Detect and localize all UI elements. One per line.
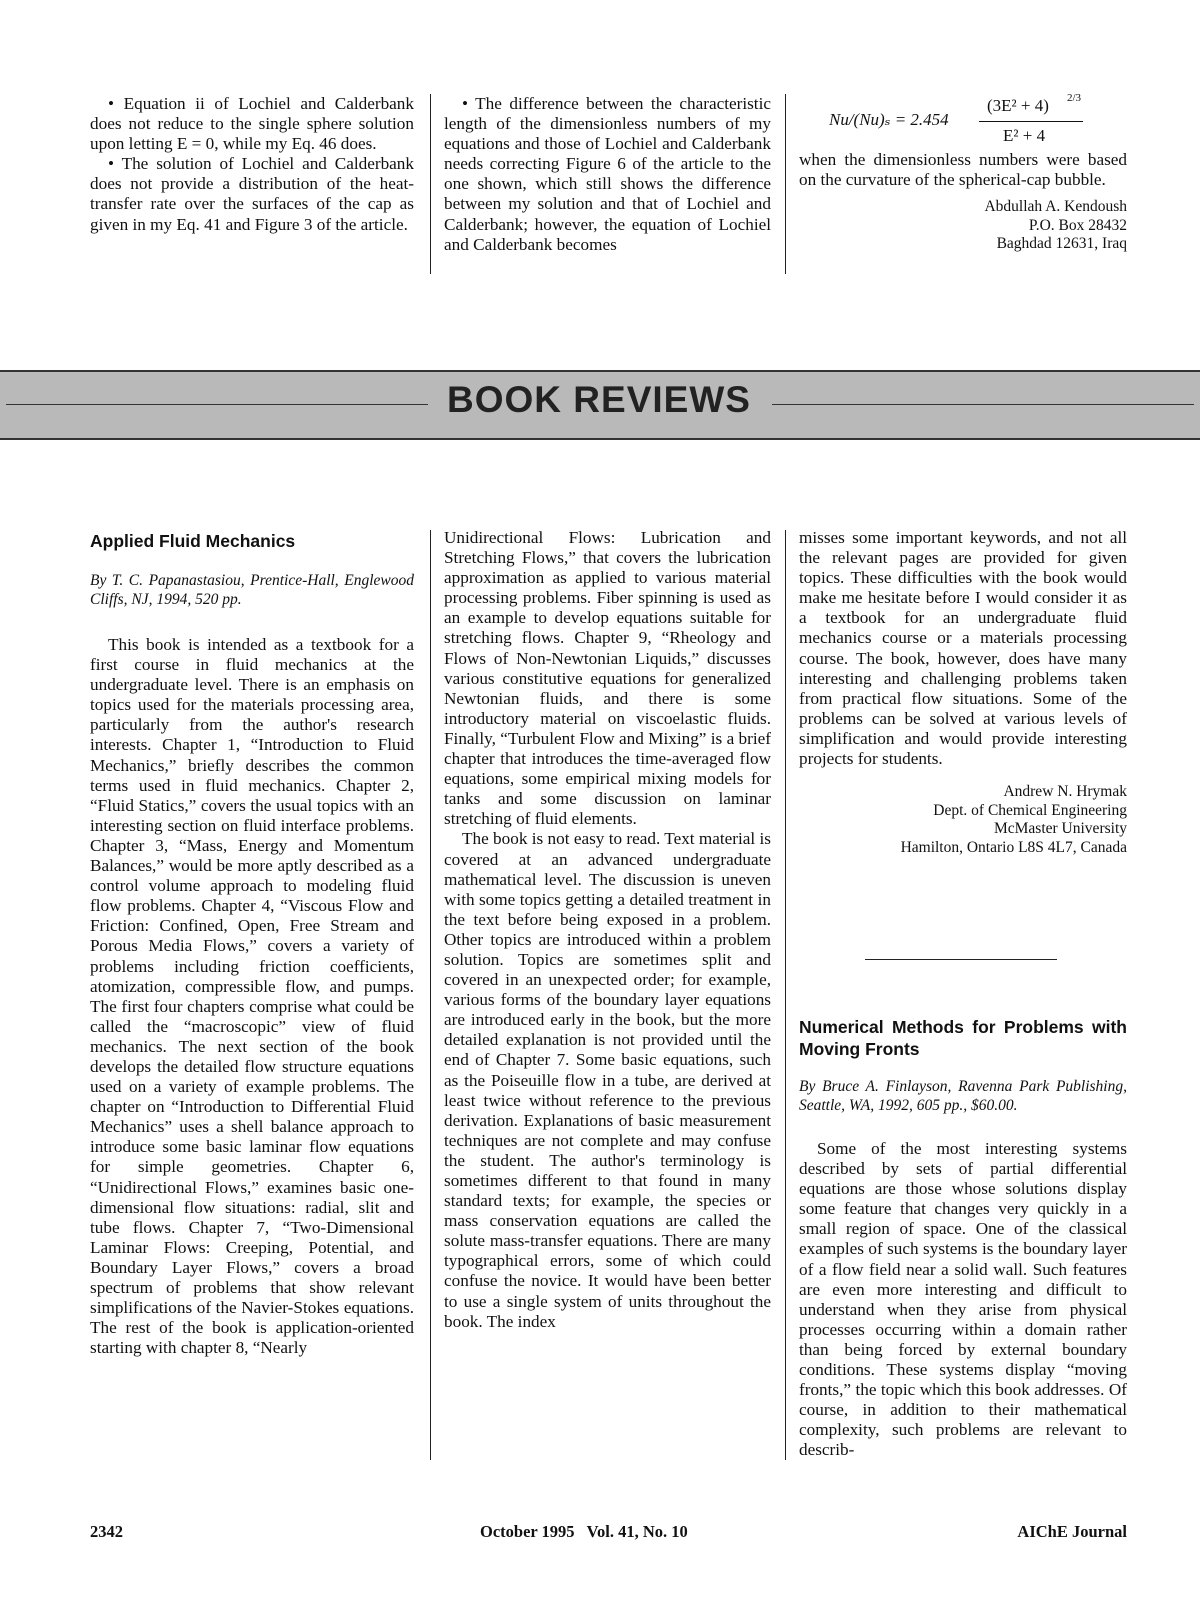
review-column-1	[90, 530, 414, 1358]
equation-numerator: (3E² + 4)	[987, 96, 1049, 115]
issue-info: October 1995 Vol. 41, No. 10	[480, 1522, 688, 1541]
page-number: 2342	[90, 1522, 123, 1541]
review-body-paragraph: Unidirectional Flows: Lubrication and Stretching Flows,” that covers the lubrication approximation as applied to various material processing problems. Fiber spinning is used as an example to develop equations suitable for stretching flows. Chapter 9, “Rheology and Flows of Non-Newtonian Liquids,” discusses various constitutive equations for generalized Newtonian fluids, and there is some introductory material on viscoelastic fluids. Finally, “Turbulent Flow and Mixing” is a brief chapter that introduces the time-averaged flow equations, some empirical mixing models for tanks and some discussion on laminar stretching of fluid elements.	[444, 528, 771, 829]
author-name: Abdullah A. Kendoush	[984, 198, 1127, 216]
review-title: Applied Fluid Mechanics	[90, 531, 296, 551]
reviewer-address-line: McMaster University	[993, 820, 1127, 838]
nusselt-equation	[799, 88, 1127, 150]
journal-name: AIChE Journal	[1017, 1522, 1127, 1541]
author-address-line: P.O. Box 28432	[1028, 216, 1127, 234]
column-divider	[430, 530, 431, 1460]
reviewer-address-line: Dept. of Chemical Engineering	[933, 801, 1127, 819]
fraction-bar	[979, 121, 1083, 122]
banner-rule-right	[772, 404, 1194, 405]
review-title: Numerical Methods for Problems with Moving Fronts	[799, 1017, 1127, 1059]
equation-denominator: E² + 4	[1003, 126, 1046, 145]
review-byline: By T. C. Papanastasiou, Prentice-Hall, Englewood Cliffs, NJ, 1994, 520 pp.	[90, 572, 414, 608]
column-divider	[430, 94, 431, 274]
reviewer-signature	[799, 783, 1127, 857]
review-column-3	[799, 528, 1127, 858]
review-byline: By Bruce A. Finlayson, Ravenna Park Publishing, Seattle, WA, 1992, 605 pp., $60.00.	[799, 1078, 1127, 1114]
reviewer-address-line: Hamilton, Ontario L8S 4L7, Canada	[900, 838, 1127, 856]
review-column-2	[444, 528, 771, 1332]
review-separator	[865, 959, 1057, 960]
column-divider	[785, 530, 786, 1460]
review-body-paragraph: This book is intended as a textbook for a first course in fluid mechanics at the undergraduate level. There is an emphasis on topics used for the materials processing area, particularly from the author's research interests. Chapter 1, “Introduction to Fluid Mechanics,” briefly describes the common terms used in fluid mechanics. Chapter 2, “Fluid Statics,” covers the usual topics with an interesting section on fluid interface problems. Chapter 3, “Mass, Energy and Momentum Balances,” would be more aptly described as a control volume approach to modeling fluid flow problems. Chapter 4, “Viscous Flow and Friction: Confined, Open, Free Stream and Porous Media Flows,” covers a variety of problems including friction coefficients, atomization, compressible flow, and pumps. The first four chapters comprise what could be called the “macroscopic” view of fluid mechanics. The next section of the book develops the detailed flow structure equations used on a variety of example problems. The chapter on “Introduction to Differential Fluid Mechanics” uses a shell balance approach to introduce some basic laminar flow equations for simple geometries. Chapter 6, “Unidirectional Flows,” examines basic one-dimensional flow situations: radial, slit and tube flows. Chapter 7, “Two-Dimensional Laminar Flows: Creeping, Potential, and Boundary Layer Flows,” covers a broad spectrum of problems that show relevant simplifications of the Navier-Stokes equations. The rest of the book is application-oriented starting with chapter 8, “Nearly	[90, 635, 414, 1358]
review-body-paragraph: misses some important keywords, and not all the relevant pages are provided for given topics. These difficulties with the book would make me hesitate before I would consider it as a textbook for an undergraduate fluid mechanics course or a materials processing course. The book, however, does have many interesting and challenging problems taken from practical flow situations. Some of the problems can be solved at various levels of simplification and would provide interesting projects for students.	[799, 528, 1127, 769]
letter-closing-text: when the dimensionless numbers were based on the curvature of the spherical-cap bubble.	[799, 150, 1127, 190]
section-banner	[0, 370, 1200, 440]
review-body-paragraph: The book is not easy to read. Text material is covered at an advanced undergraduate mathematical level. The discussion is uneven with some topics getting a detailed treatment in the text before being exposed in a problem. Other topics are introduced within a problem solution. Topics are sometimes split and covered in an unexpected order; for example, various forms of the boundary layer equations are introduced early in the book, but the more detailed explanation is not provided until the end of Chapter 7. Some basic equations, such as the Poiseuille flow in a tube, are derived at least twice without reference to the previous derivation. Explanations of basic measurement techniques are not complete and may confuse the student. The author's terminology is sometimes different to that found in many standard texts; for example, the species or mass conservation equations are called the solute mass-transfer equations. There are many typographical errors, some of which could confuse the novice. It would have been better to use a single system of units throughout the book. The index	[444, 829, 771, 1331]
letter-bullet-1: • Equation ii of Lochiel and Calderbank does not reduce to the single sphere solution upon letting E = 0, while my Eq. 46 does.	[90, 94, 414, 154]
letter-column-1	[90, 94, 414, 235]
review2-column	[799, 1016, 1127, 1461]
review-body-paragraph: Some of the most interesting systems described by sets of partial differential equations are those whose solutions display some feature that changes very quickly in a small region of space. One of the classical examples of such systems is the boundary layer of a flow field near a solid wall. Such features are even more interesting and difficult to understand when they arise from physical processes occurring within a domain rather than being forced by external boundary conditions. These systems display “moving fronts,” the topic which this book addresses. Of course, in addition to their mathematical complexity, such problems are relevant to describ-	[799, 1139, 1127, 1460]
equation-lhs: Nu/(Nu)ₛ = 2.454	[829, 110, 949, 129]
section-title: BOOK REVIEWS	[447, 379, 751, 420]
letter-bullet-3: • The difference between the characteristic length of the dimensionless numbers of my equations and those of Lochiel and Calderbank needs correcting Figure 6 of the article to the one shown, which still shows the difference between my solution and that of Lochiel and Calderbank; however, the equation of Lochiel and Calderbank becomes	[444, 94, 771, 254]
letter-bullet-2: • The solution of Lochiel and Calderbank does not provide a distribution of the heat-transfer rate over the surfaces of the cap as given in my Eq. 41 and Figure 3 of the article.	[90, 154, 414, 234]
reviewer-name: Andrew N. Hrymak	[1003, 783, 1127, 801]
author-address-line: Baghdad 12631, Iraq	[996, 235, 1127, 253]
letter-column-2	[444, 94, 771, 255]
equation-exponent: 2/3	[1067, 92, 1082, 104]
letter-column-3	[799, 88, 1127, 254]
banner-rule-left	[6, 404, 428, 405]
letter-signature	[799, 198, 1127, 254]
column-divider	[785, 94, 786, 274]
